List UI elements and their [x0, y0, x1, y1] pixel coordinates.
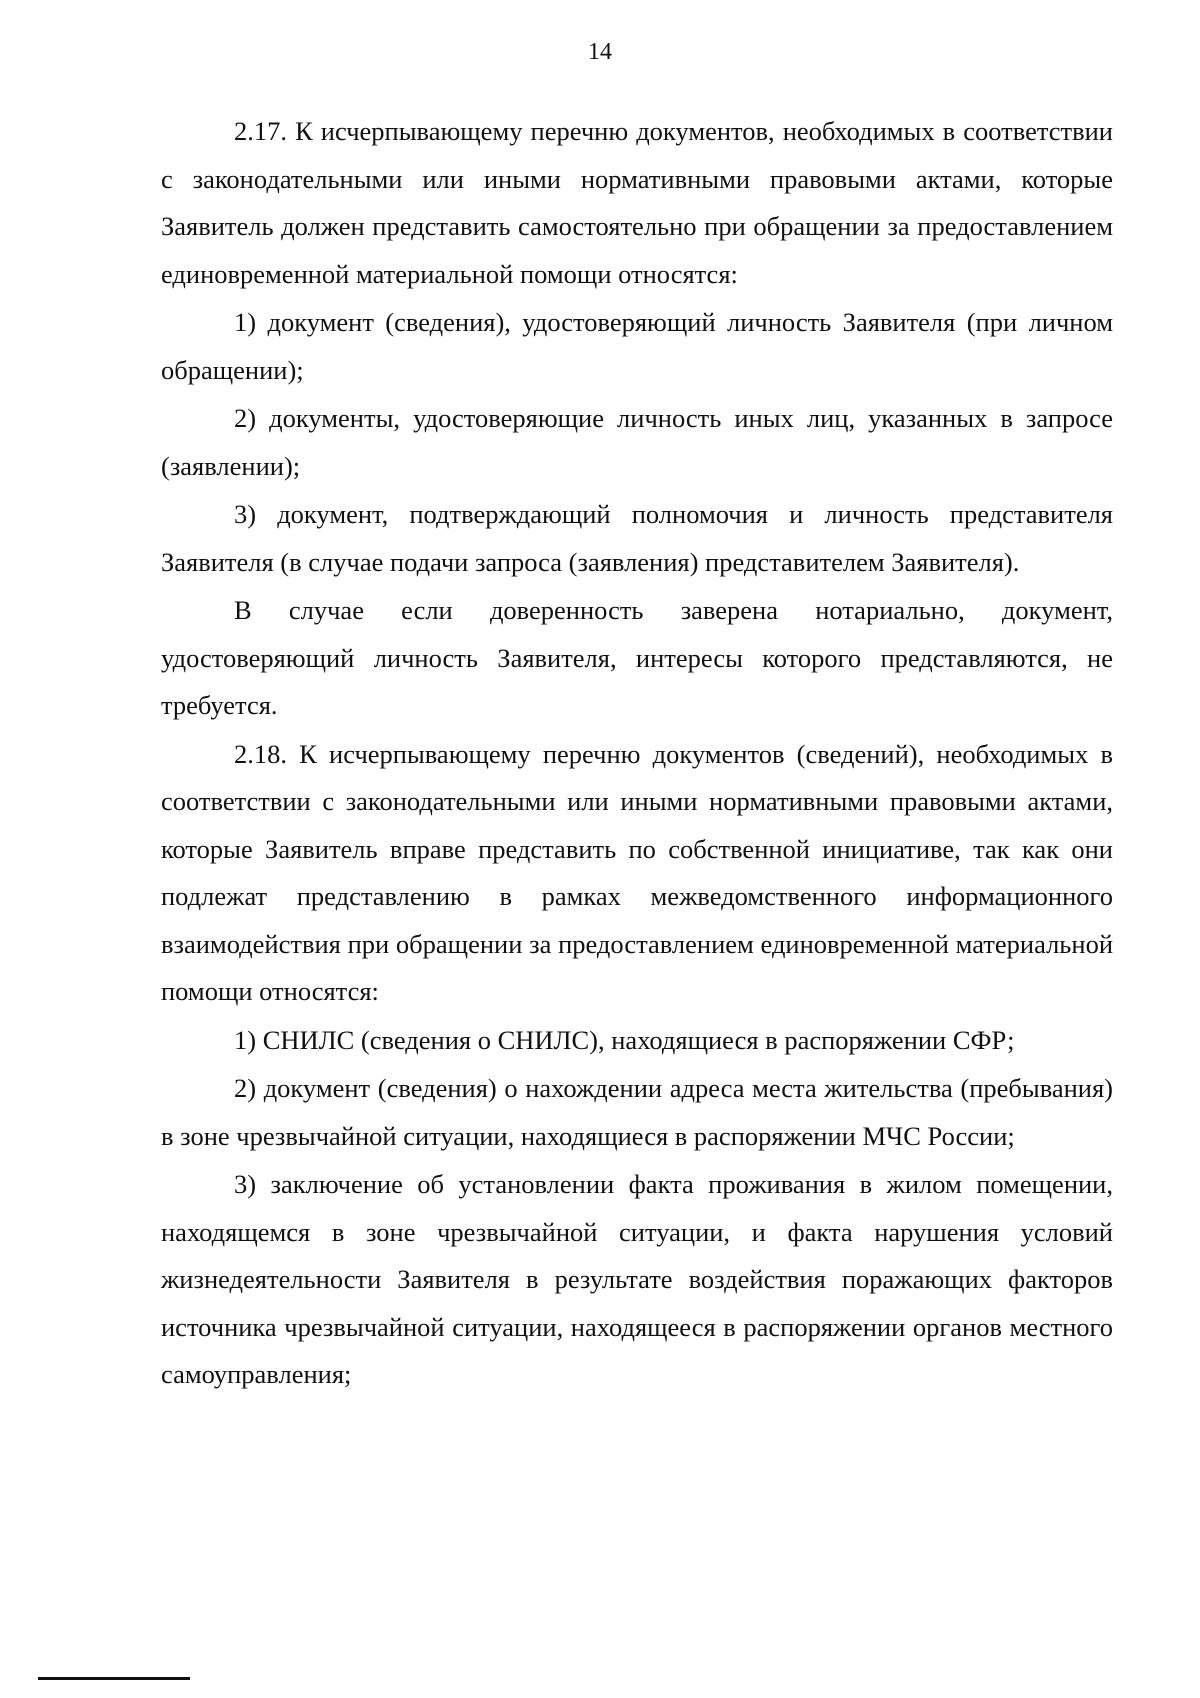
document-body: [161, 108, 1113, 1399]
list-item-emergency-zone-address: 2) документ (сведения) о нахождении адреса места жительства (пребывания) в зоне чрезвычайной ситуации, находящиеся в распоряжении МЧС России;: [161, 1073, 1113, 1151]
list-item-residence-conclusion: 3) заключение об установлении факта проживания в жилом помещении, находящемся в зоне чрезвычайной ситуации, и факта нарушения условий жизнедеятельности Заявителя в результате воздействия поражающих факторов источника чрезвычайной ситуации, находящееся в распоряжении органов местного самоуправления;: [161, 1169, 1113, 1389]
page-number: 14: [588, 39, 612, 65]
list-item-other-persons-documents: 2) документы, удостоверяющие личность иных лиц, указанных в запросе (заявлении);: [161, 403, 1113, 481]
paragraph-2-17: 2.17. К исчерпывающему перечню документов, необходимых в соответствии с законодательными или иными нормативными правовыми актами, которые Заявитель должен представить самостоятельно при обращении за предоставлением единовременной материальной помощи относятся:: [161, 116, 1113, 289]
paragraph-2-18: 2.18. К исчерпывающему перечню документов (сведений), необходимых в соответствии с законодательными или иными нормативными правовыми актами, которые Заявитель вправе представить по собственной инициативе, так как они подлежат представлению в рамках межведомственного информационного взаимодействия при обращении за предоставлением единовременной материальной помощи относятся:: [161, 738, 1113, 1006]
list-item-representative-authority: 3) документ, подтверждающий полномочия и личность представителя Заявителя (в случае подачи запроса (заявления) представителем Заявителя).: [161, 499, 1113, 577]
footer-rule: [38, 1677, 190, 1680]
paragraph-notarized-power-of-attorney: В случае если доверенность заверена нотариально, документ, удостоверяющий личность Заявителя, интересы которого представляются, не требуется.: [161, 595, 1113, 720]
list-item-snils: 1) СНИЛС (сведения о СНИЛС), находящиеся в распоряжении СФР;: [234, 1024, 1015, 1055]
list-item-identity-document: 1) документ (сведения), удостоверяющий личность Заявителя (при личном обращении);: [161, 307, 1113, 385]
